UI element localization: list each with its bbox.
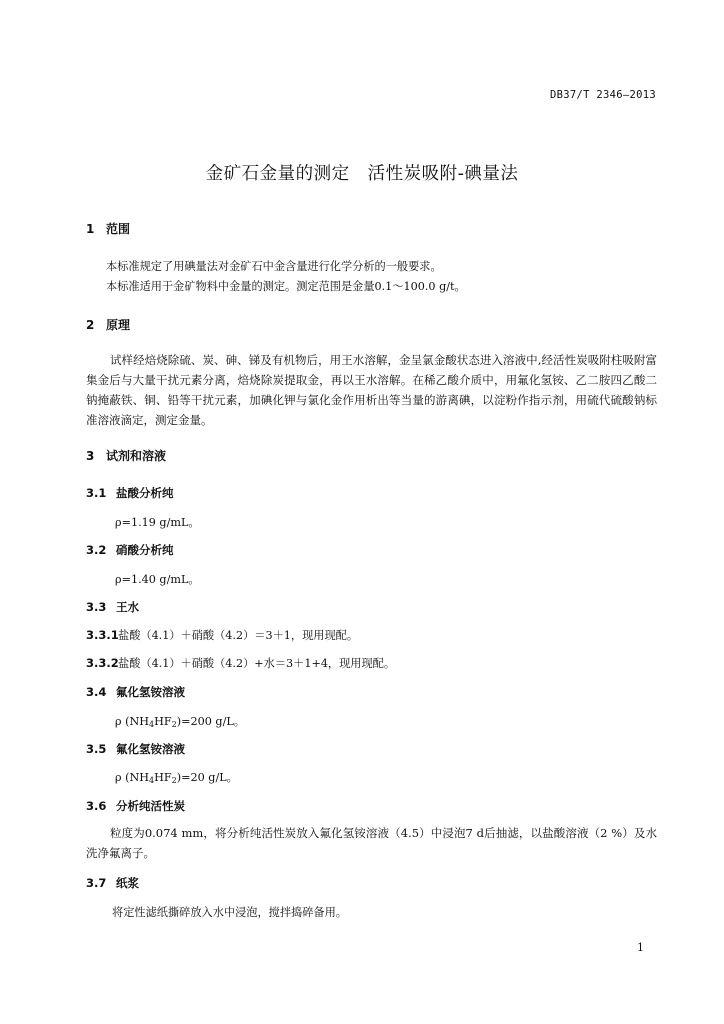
section-number: 3.1 bbox=[86, 486, 107, 500]
section-title: 盐酸分析纯 bbox=[116, 486, 174, 500]
section-3-2-text: ρ=1.40 g/mL。 bbox=[115, 573, 200, 586]
section-number: 3.3 bbox=[86, 600, 107, 614]
section-3-heading bbox=[86, 447, 166, 464]
section-3-1-heading bbox=[86, 485, 174, 501]
section-3-7-heading bbox=[86, 875, 139, 891]
section-3-4-heading bbox=[86, 684, 185, 700]
formula-text: HF bbox=[154, 715, 172, 728]
formula-text: HF bbox=[154, 771, 172, 784]
page-number: 1 bbox=[637, 941, 644, 954]
section-3-2-heading bbox=[86, 542, 174, 558]
formula-subscript: 2 bbox=[171, 776, 177, 785]
section-number: 3.6 bbox=[86, 799, 107, 813]
section-3-7-text: 将定性滤纸撕碎放入水中浸泡，搅拌捣碎备用。 bbox=[112, 906, 347, 919]
formula-text: ρ (NH bbox=[115, 715, 150, 728]
section-3-3-2 bbox=[86, 655, 395, 671]
formula-subscript: 4 bbox=[149, 720, 155, 729]
section-number: 2 bbox=[86, 318, 95, 332]
section-number: 3.3.2 bbox=[86, 656, 119, 670]
document-number: DB37/T 2346—2013 bbox=[550, 89, 656, 101]
section-title: 原理 bbox=[106, 318, 131, 332]
section-title: 纸浆 bbox=[116, 876, 139, 890]
section-number: 3.5 bbox=[86, 742, 107, 756]
section-3-5-heading bbox=[86, 741, 185, 757]
section-number: 3.3.1 bbox=[86, 628, 119, 642]
section-title: 王水 bbox=[116, 600, 139, 614]
formula-subscript: 4 bbox=[149, 776, 155, 785]
section-2-paragraph: 试样经焙烧除硫、炭、砷、锑及有机物后，用王水溶解，金呈氯金酸状态进入溶液中,经活性炭吸附柱吸附富集金后与大量干扰元素分离，焙烧除炭提取金，再以王水溶解。在稀乙酸介质中，用氟化氢铵、乙二胺四乙酸二钠掩蔽铁、铜、铅等干扰元素，加碘化钾与氯化金作用析出等当量的游离碘，以淀粉作指示剂，用硫代硫酸钠标准溶液滴定，测定金量。 bbox=[86, 353, 657, 427]
section-3-5-formula bbox=[115, 769, 238, 785]
section-3-6-heading bbox=[86, 798, 185, 814]
section-number: 3.2 bbox=[86, 543, 107, 557]
formula-text: )=200 g/L。 bbox=[176, 715, 245, 728]
section-3-3-heading bbox=[86, 599, 139, 615]
section-title: 试剂和溶液 bbox=[106, 449, 167, 463]
section-title: 分析纯活性炭 bbox=[116, 799, 185, 813]
section-number: 3 bbox=[86, 449, 95, 463]
section-3-1-text: ρ=1.19 g/mL。 bbox=[115, 516, 200, 529]
formula-text: ρ (NH bbox=[115, 771, 150, 784]
section-3-4-formula bbox=[115, 713, 245, 729]
page-title: 金矿石金量的测定 活性炭吸附-碘量法 bbox=[205, 164, 519, 184]
section-1-heading bbox=[86, 220, 130, 237]
section-title: 氟化氢铵溶液 bbox=[116, 685, 185, 699]
section-1-line-1: 本标准规定了用碘量法对金矿石中金含量进行化学分析的一般要求。 bbox=[106, 260, 442, 273]
section-3-3-1 bbox=[86, 627, 358, 643]
section-title: 硝酸分析纯 bbox=[116, 543, 174, 557]
section-1-line-2: 本标准适用于金矿物料中金量的测定。测定范围是金量0.1～100.0 g/t。 bbox=[106, 280, 466, 293]
formula-text: )=20 g/L。 bbox=[176, 771, 238, 784]
formula-subscript: 2 bbox=[171, 720, 177, 729]
section-text: 盐酸（4.1）＋硝酸（4.2）＝3＋1，现用现配。 bbox=[118, 629, 359, 642]
section-3-6-paragraph: 粒度为0.074 mm，将分析纯活性炭放入氟化氢铵溶液（4.5）中浸泡7 d后抽滤，以盐酸溶液（2 %）及水洗净氟离子。 bbox=[86, 826, 657, 860]
section-2-heading bbox=[86, 316, 130, 333]
section-number: 3.7 bbox=[86, 876, 107, 890]
section-number: 3.4 bbox=[86, 685, 107, 699]
section-number: 1 bbox=[86, 222, 95, 236]
section-text: 盐酸（4.1）＋硝酸（4.2）+水＝3＋1+4，现用现配。 bbox=[118, 657, 396, 670]
section-title: 氟化氢铵溶液 bbox=[116, 742, 185, 756]
section-title: 范围 bbox=[106, 222, 131, 236]
